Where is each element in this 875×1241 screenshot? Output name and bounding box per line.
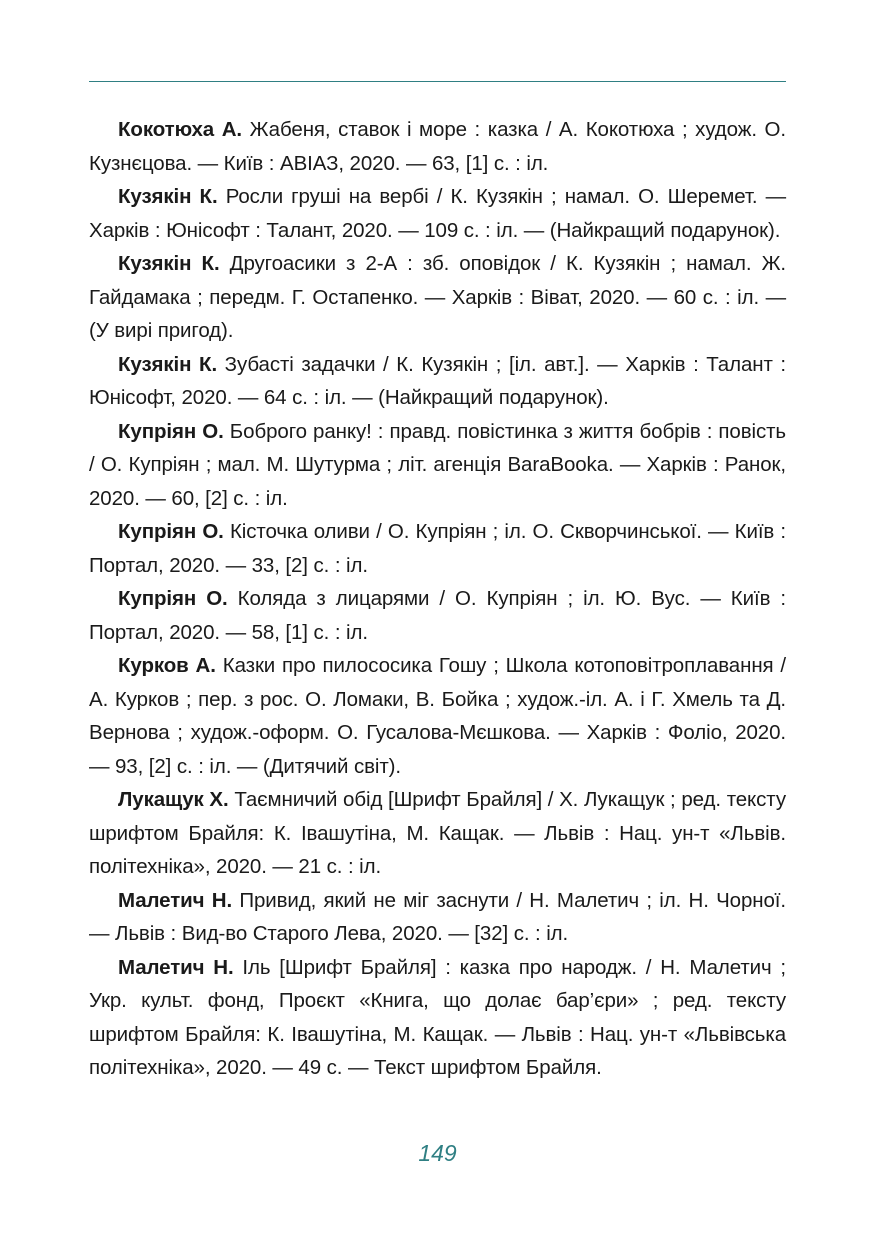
bibliography-entry	[89, 415, 786, 516]
entry-author: Курков А.	[118, 654, 216, 677]
entry-author: Кокотюха А.	[118, 118, 242, 141]
header-rule	[89, 81, 786, 82]
entry-author: Лукащук Х.	[118, 788, 229, 811]
bibliography-entry	[89, 582, 786, 649]
entry-author: Малетич Н.	[118, 955, 234, 979]
entry-author: Кузякін К.	[118, 352, 218, 376]
entry-text: Казки про пилососика Гошу ; Школа котоповітроплавання / А. Курков ; пер. з рос. О. Ломаки, В. Бойка ; худож.-іл. А. і Г. Хмель та Д. Вернова ; худож.-оформ. О. Гусалова-Мєшкова. — Харків : Фоліо, 2020. — 93, [2] с. : іл. — (Дитячий світ).	[89, 654, 787, 778]
bibliography-entry	[89, 951, 786, 1085]
entry-text: Таємничий обід [Шрифт Брайля] / Х. Лукащук ; ред. тексту шрифтом Брайля: К. Івашутіна, М. Кащак. — Львів : Нац. ун-т «Львів. політехніка», 2020. — 21 с. : іл.	[89, 788, 786, 878]
bibliography-entry	[89, 180, 786, 247]
page-number: 149	[418, 1140, 457, 1166]
entry-text: Зубасті задачки / К. Кузякін ; [іл. авт.]. — Харків : Талант : Юнісофт, 2020. — 64 с. : іл. — (Найкращий подарунок).	[89, 352, 786, 409]
bibliography-entry	[89, 515, 786, 582]
entry-text: Коляда з лицарями / О. Купріян ; іл. Ю. Вус. — Київ : Портал, 2020. — 58, [1] с. : іл.	[89, 587, 786, 644]
entry-text: Росли груші на вербі / К. Кузякін ; намал. О. Шеремет. — Харків : Юнісофт : Талант, 2020. — 109 с. : іл. — (Найкращий подарунок).	[89, 185, 786, 242]
entry-text: Другоасики з 2-А : зб. оповідок / К. Кузякін ; намал. Ж. Гайдамака ; передм. Г. Остапенко. — Харків : Віват, 2020. — 60 с. : іл. — (У вирі пригод).	[89, 252, 786, 342]
bibliography-list	[89, 113, 786, 1085]
bibliography-entry	[89, 649, 786, 783]
entry-text: Кісточка оливи / О. Купріян ; іл. О. Скворчинської. — Київ : Портал, 2020. — 33, [2] с. : іл.	[89, 520, 786, 577]
bibliography-entry	[89, 113, 786, 180]
entry-text: Жабеня, ставок і море : казка / А. Кокотюха ; худож. О. Кузнєцова. — Київ : АВІАЗ, 2020. — 63, [1] с. : іл.	[89, 118, 786, 175]
bibliography-entry	[89, 884, 786, 951]
bibliography-entry	[89, 783, 786, 884]
bibliography-entry	[89, 247, 786, 348]
entry-text: Боброго ранку! : правд. повістинка з життя бобрів : повість / О. Купріян ; мал. М. Шутурма ; літ. агенція BaraBooka. — Харків : Ранок, 2020. — 60, [2] с. : іл.	[89, 419, 786, 510]
entry-author: Кузякін К.	[118, 252, 220, 275]
entry-text: Іль [Шрифт Брайля] : казка про народж. / Н. Малетич ; Укр. культ. фонд, Проєкт «Книга, що долає бар’єри» ; ред. тексту шрифтом Брайля: К. Івашутіна, М. Кащак. — Львів : Нац. ун-т «Львівська політехніка», 2020. — 49 с. — Текст шрифтом Брайля.	[89, 955, 786, 1079]
entry-author: Кузякін К.	[118, 185, 218, 208]
entry-author: Купріян О.	[118, 419, 224, 443]
entry-author: Купріян О.	[118, 587, 228, 610]
bibliography-entry	[89, 348, 786, 415]
entry-text: Привид, який не міг заснути / Н. Малетич ; іл. Н. Чорної. — Львів : Вид-во Старого Лева, 2020. — [32] с. : іл.	[89, 888, 786, 945]
entry-author: Малетич Н.	[118, 888, 233, 912]
entry-author: Купріян О.	[118, 520, 224, 543]
